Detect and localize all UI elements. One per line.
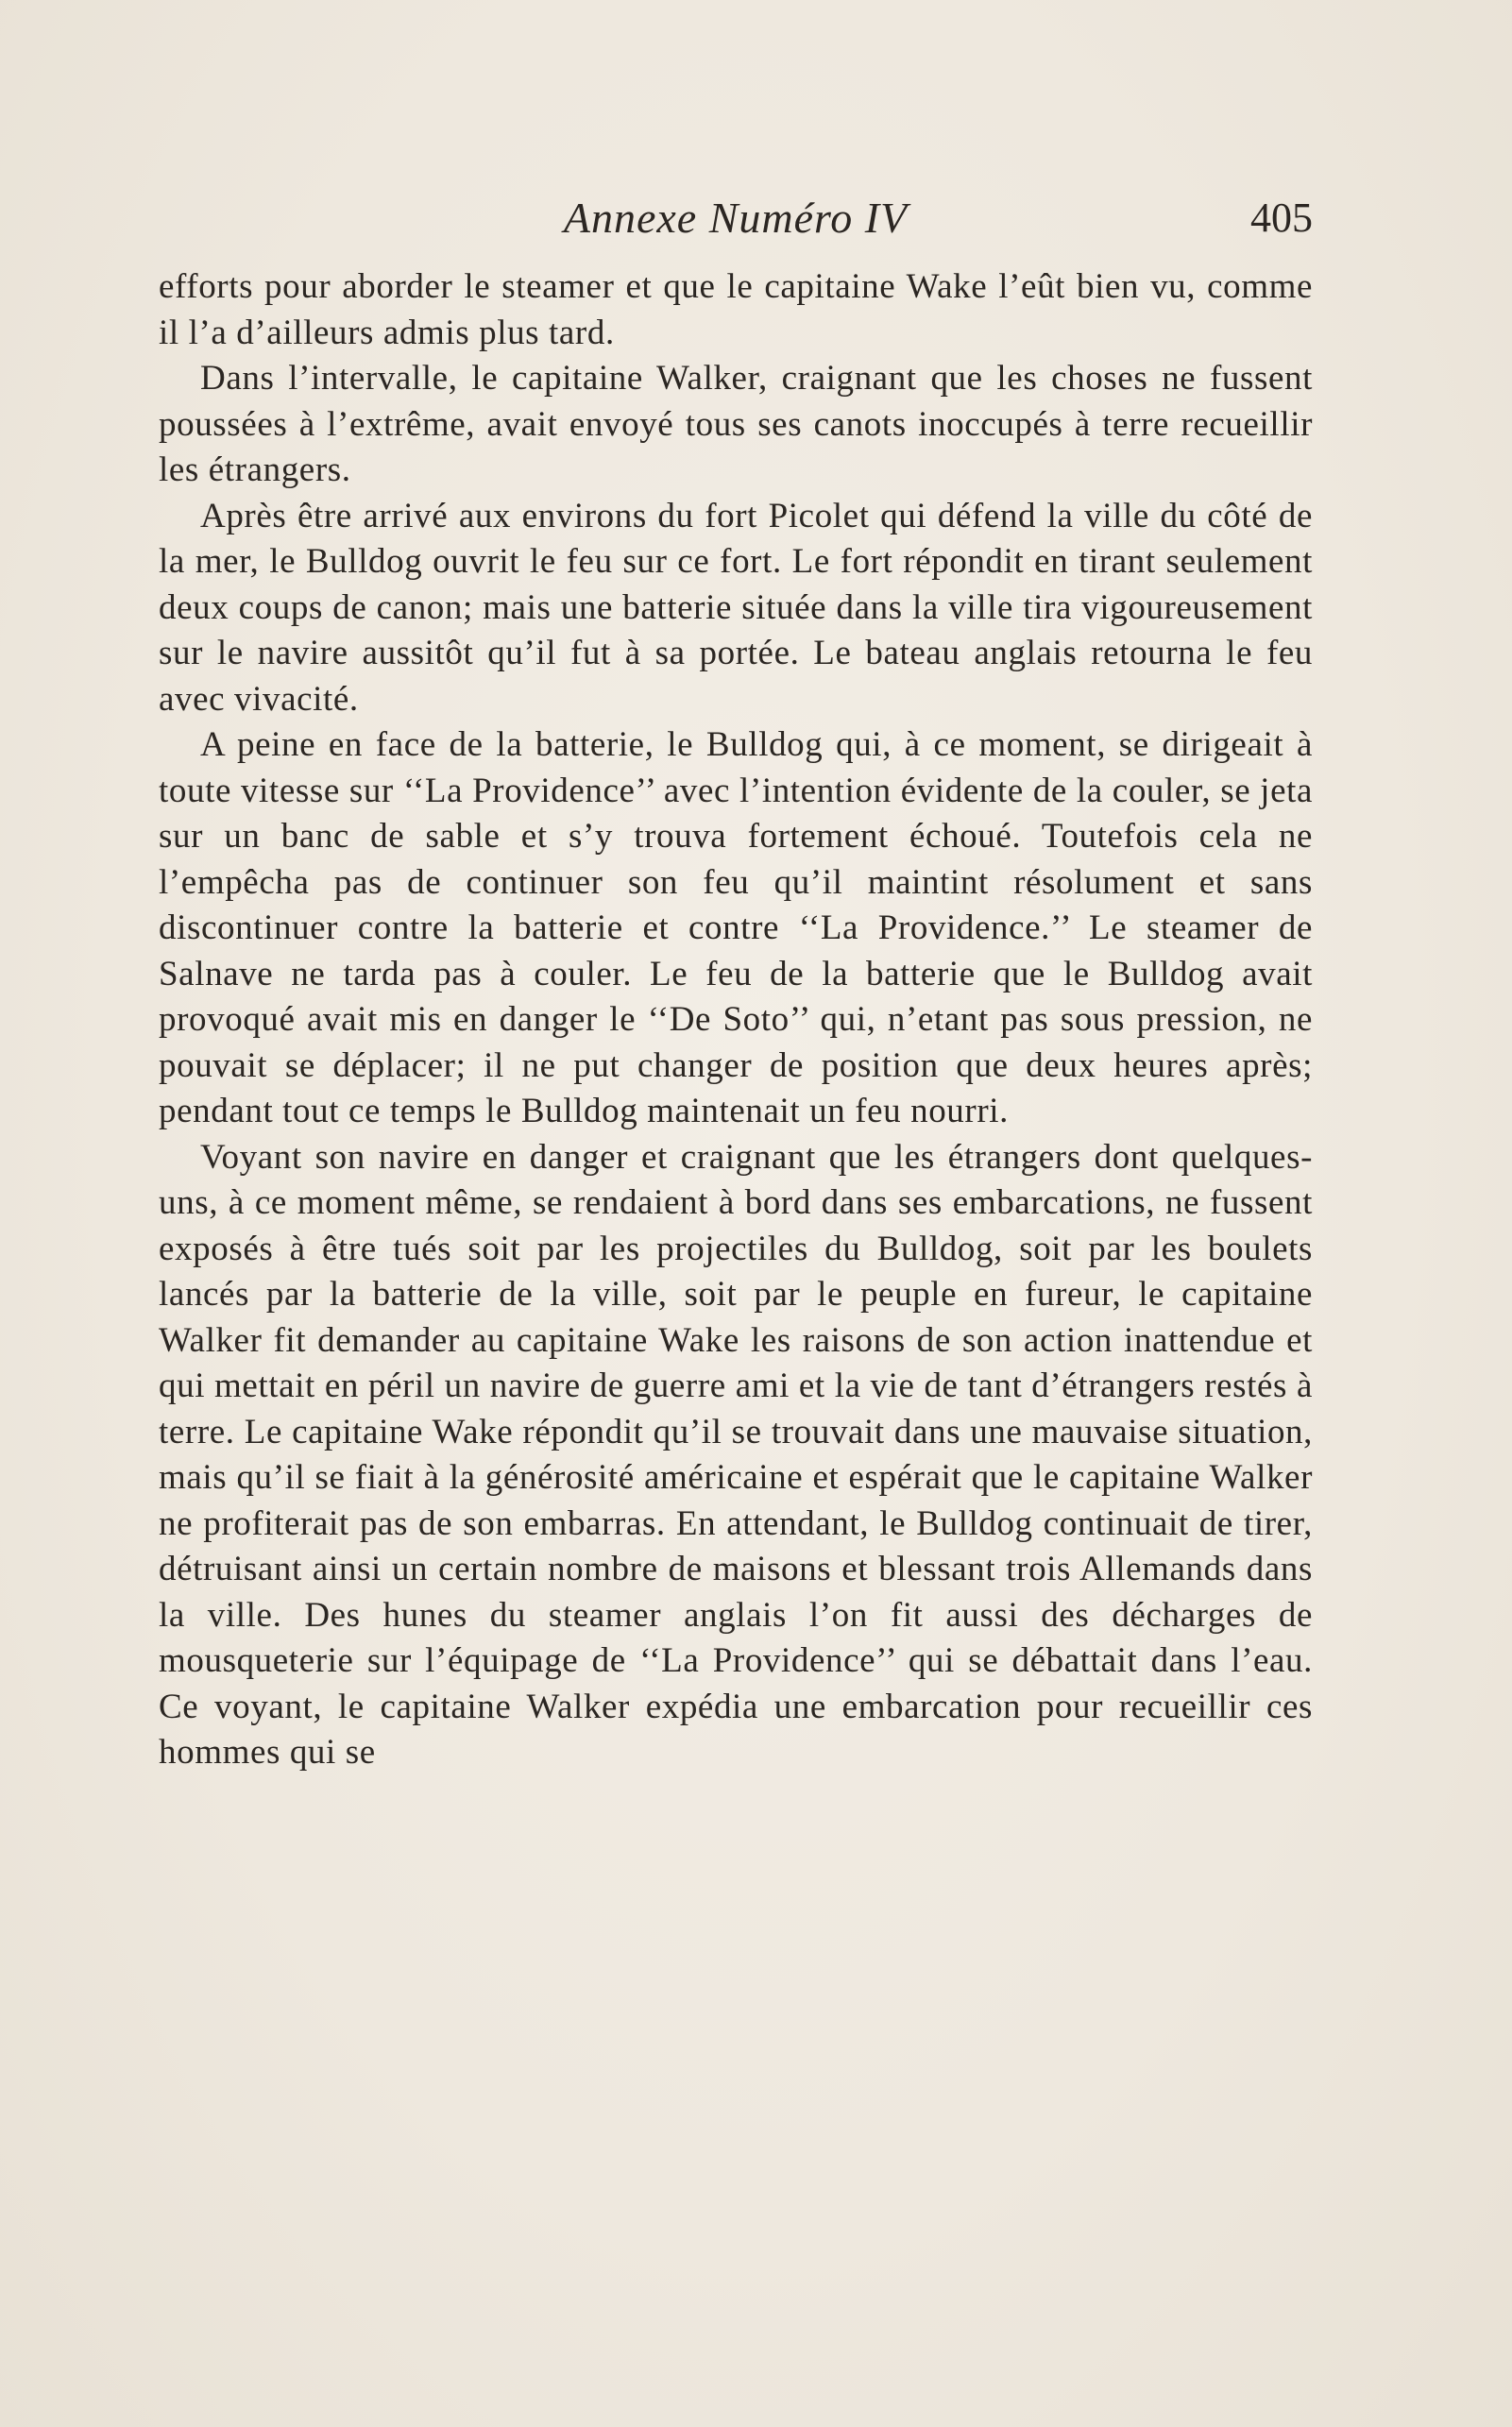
body-text xyxy=(159,264,1313,1776)
paragraph: Dans l’intervalle, le capitaine Walker, craignant que les choses ne fussent poussées à l’extrême, avait envoyé tous ses canots inoccupés à terre recueillir les étrangers. xyxy=(159,359,1313,489)
page-number: 405 xyxy=(1250,195,1313,241)
paragraph-continued: efforts pour aborder le steamer et que le capitaine Wake l’eût bien vu, comme il l’a d’ailleurs admis plus tard. xyxy=(159,267,1313,352)
page-header xyxy=(159,185,1313,251)
paragraph: Après être arrivé aux environs du fort Picolet qui défend la ville du côté de la mer, le Bulldog ouvrit le feu sur ce fort. Le fort répondit en tirant seulement deux coups de canon; mais une batterie située dans la ville tira vigoureusement sur le navire aussitôt qu’il fut à sa portée. Le bateau anglais retourna le feu avec vivacité. xyxy=(159,496,1313,719)
paragraph: Voyant son navire en danger et craignant que les étrangers dont quelques-uns, à ce moment même, se rendaient à bord dans ses embarcations, ne fussent exposés à être tués soit par les projectiles du Bulldog, soit par les boulets lancés par la batterie de la ville, soit par le peuple en fureur, le capitaine Walker fit demander au capitaine Wake les raisons de son action inattendue et qui mettait en péril un navire de guerre ami et la vie de tant d’étrangers restés à terre. Le capitaine Wake répondit qu’il se trouvait dans une mauvaise situation, mais qu’il se fiait à la générosité américaine et espérait que le capitaine Walker ne profiterait pas de son embarras. En attendant, le Bulldog continuait de tirer, détruisant ainsi un certain nombre de maisons et blessant trois Allemands dans la ville. Des hunes du steamer anglais l’on fit aussi des décharges de mousqueterie sur l’équipage de ‘‘La Providence’’ qui se débattait dans l’eau. Ce voyant, le capitaine Walker expédia une embarcation pour recueillir ces hommes qui se xyxy=(159,1137,1313,1772)
running-title: Annexe Numéro IV xyxy=(563,194,909,242)
paragraph: A peine en face de la batterie, le Bulldog qui, à ce moment, se dirigeait à toute vitesse sur ‘‘La Providence’’ avec l’intention évidente de la couler, se jeta sur un banc de sable et s’y trouva fortement échoué. Toutefois cela ne l’empêcha pas de continuer son feu qu’il maintint résolument et sans discontinuer contre la batterie et contre ‘‘La Providence.’’ Le steamer de Salnave ne tarda pas à couler. Le feu de la batterie que le Bulldog avait provoqué avait mis en danger le ‘‘De Soto’’ qui, n’etant pas sous pression, ne pouvait se déplacer; il ne put changer de position que deux heures après; pendant tout ce temps le Bulldog maintenait un feu nourri. xyxy=(159,725,1313,1130)
